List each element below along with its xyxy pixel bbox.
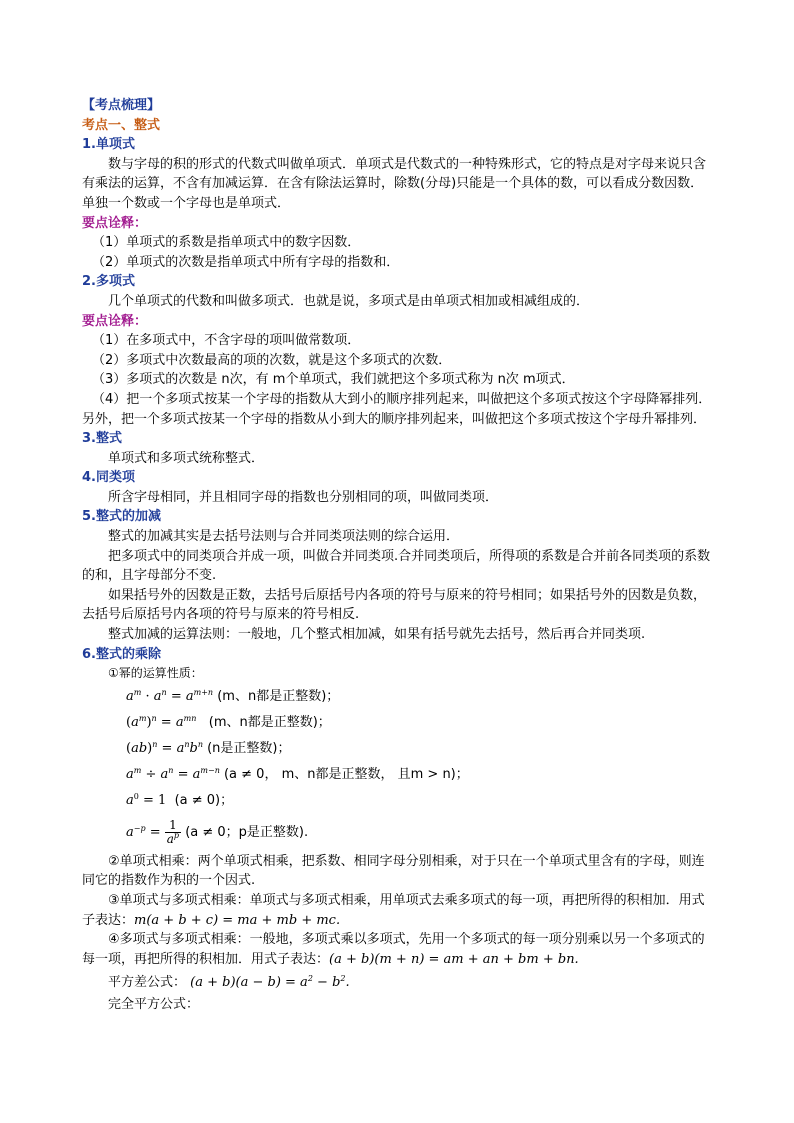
formula-2-note: (m、n都是正整数)；: [208, 714, 331, 730]
perfect-square-label: 完全平方公式：: [108, 996, 200, 1012]
formula-4-cond: (a ≠ 0， m、n都是正整数， 且m > n)；: [223, 766, 469, 782]
document-content: [82, 96, 712, 1015]
difference-of-squares-formula: $(a + b)(a - b) = a^2 - b^2$.: [190, 974, 350, 991]
formula-zero-exponent: $a^0 = 1$ (a ≠ 0)；: [126, 791, 234, 808]
s1-body: 数与字母的积的形式的代数式叫做单项式．单项式是代数式的一种特殊形式，它的特点是对字母来说只含有乘法的运算，不含有加减运算．在含有除法运算时，除数(分母)只能是一个具体的数，可以看成分数因数．单独一个数或一个字母也是单项式．: [82, 156, 707, 211]
s3-body: 单项式和多项式统称整式．: [108, 450, 265, 466]
formula-3-note: (n是正整数)；: [207, 740, 291, 756]
formula-1-note: (m、n都是正整数)；: [217, 688, 340, 704]
polynomial-times-polynomial: [82, 930, 712, 969]
s4-title: 4.同类项: [82, 470, 135, 486]
point1-title: 考点一、整式: [82, 117, 161, 133]
s5-para-1: 整式的加减其实是去括号法则与合并同类项法则的综合运用．: [108, 529, 460, 545]
s1-title: 1.单项式: [82, 137, 135, 153]
s2-body: 几个单项式的代数和叫做多项式．也就是说，多项式是由单项式相加或相减组成的．: [108, 293, 590, 309]
s3-title: 3.整式: [82, 431, 122, 447]
s5-para-2: 把多项式中的同类项合并成一项，叫做合并同类项.合并同类项后，所得项的系数是合并前各同类项的系数的和，且字母部分不变.: [82, 548, 711, 584]
formula-negative-exponent: $a^{-p}$ = $\frac{1}{a^p}$ (a ≠ 0；p是正整数).: [126, 817, 309, 846]
formula-5-cond: (a ≠ 0)；: [174, 792, 234, 808]
s2-notes-title: 要点诠释：: [82, 313, 148, 329]
s5-para-4: 整式加减的运算法则：一般地，几个整式相加减，如果有括号就先去括号，然后再合并同类项.: [108, 627, 646, 643]
formula-quotient-of-powers: $a^m \div a^n = a^{m-n}$ (a ≠ 0， m、n都是正整数， 且m > n)；: [126, 765, 469, 782]
formula-6-cond: (a ≠ 0；p是正整数).: [185, 824, 309, 840]
s2-title: 2.多项式: [82, 274, 135, 290]
monomial-times-polynomial-text: ③单项式与多项式相乘：单项式与多项式相乘，用单项式去乘多项式的每一项，再把所得的积相加．用式子表达：: [82, 893, 705, 928]
difference-of-squares: [82, 973, 712, 993]
s1-note-2: （2）单项式的次数是指单项式中所有字母的指数和．: [92, 254, 400, 270]
s2-note-2: （2）多项式中次数最高的项的次数，就是这个多项式的次数．: [92, 352, 452, 368]
polynomial-times-polynomial-formula: (a + b)(m + n) = am + an + bm + bn.: [329, 951, 579, 967]
s1-note-1: （1）单项式的系数是指单项式中的数字因数．: [92, 235, 361, 251]
s4-body: 所含字母相同，并且相同字母的指数也分别相同的项，叫做同类项．: [108, 489, 499, 505]
polynomial-times-polynomial-text: ④多项式与多项式相乘：一般地，多项式乘以多项式，先用一个多项式的每一项分别乘以另一个多项式的每一项，再把所得的积相加．用式子表达：: [82, 932, 705, 967]
section-heading: 【考点梳理】: [82, 98, 161, 113]
monomial-times-polynomial: [82, 891, 712, 930]
s5-title: 5.整式的加减: [82, 509, 161, 525]
s2-note-1: （1）在多项式中，不含字母的项叫做常数项．: [92, 333, 361, 349]
monomial-times-polynomial-formula: m(a + b + c) = ma + mb + mc.: [134, 912, 341, 928]
formula-power-of-power: $(a^m)^n = a^{mn}$ (m、n都是正整数)；: [126, 713, 331, 730]
formula-product-of-powers: $a^m \cdot a^n = a^{m+n}$ (m、n都是正整数)；: [126, 687, 340, 704]
power-rules-title: ①幂的运算性质：: [108, 666, 203, 681]
s2-note-3: （3）多项式的次数是 n次，有 m个单项式，我们就把这个多项式称为 n次 m项式．: [92, 372, 575, 388]
formula-power-of-product: $(ab)^n = a^nb^n$ (n是正整数)；: [126, 739, 291, 756]
difference-of-squares-label: 平方差公式：: [108, 975, 187, 991]
s6-title: 6.整式的乘除: [82, 646, 161, 662]
s1-notes-title: 要点诠释：: [82, 215, 148, 231]
monomial-multiplication: ②单项式相乘：两个单项式相乘，把系数、相同字母分别相乘，对于只在一个单项式里含有的字母，则连同它的指数作为积的一个因式.: [82, 853, 705, 889]
s2-note-4: （4）把一个多项式按某一个字母的指数从大到小的顺序排列起来，叫做把这个多项式按这个字母降幂排列．另外，把一个多项式按某一个字母的指数从小到大的顺序排列起来，叫做把这个多项式按这个字母升幂排列．: [82, 391, 712, 427]
s5-para-3: 如果括号外的因数是正数，去括号后原括号内各项的符号与原来的符号相同；如果括号外的因数是负数，去括号后原括号内各项的符号与原来的符号相反.: [82, 587, 707, 623]
